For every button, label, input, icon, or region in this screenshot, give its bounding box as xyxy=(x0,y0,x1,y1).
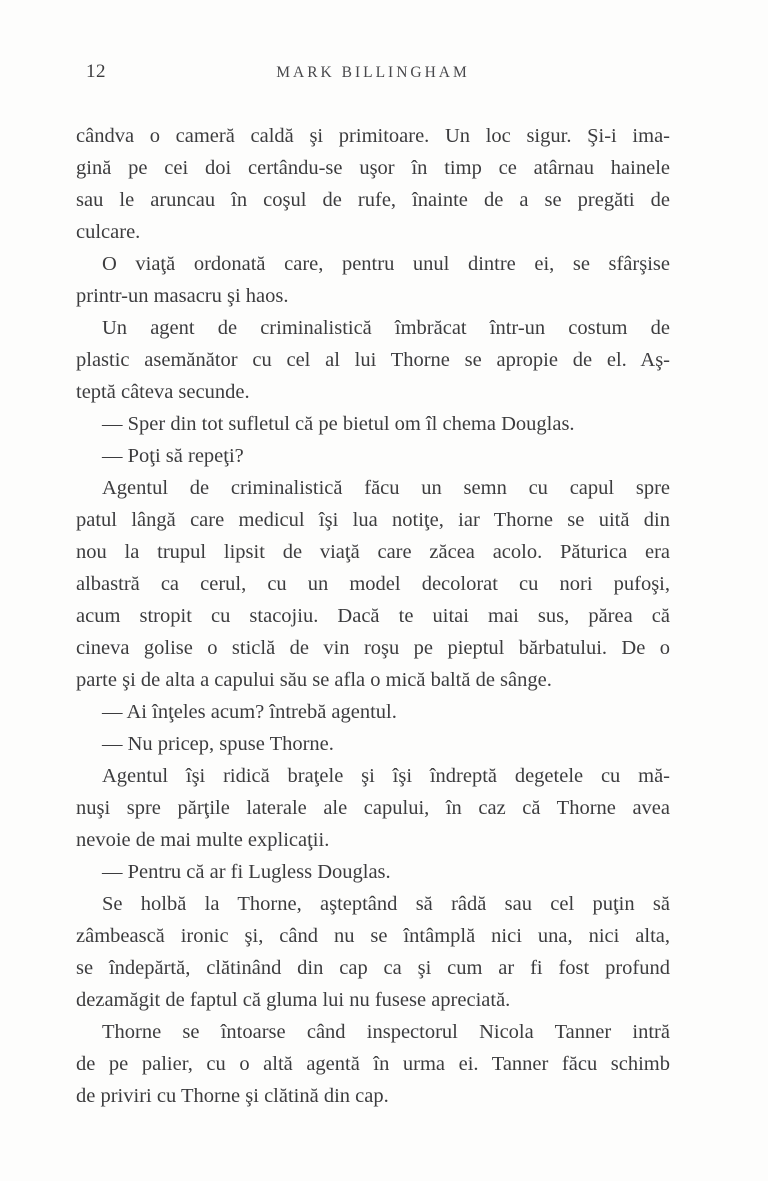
text-line: — Ai înţeles acum? întrebă agentul. xyxy=(102,701,397,723)
page-number: 12 xyxy=(86,61,106,82)
text-line: culcare. xyxy=(76,221,141,243)
text-line: — Pentru că ar fi Lugless Douglas. xyxy=(102,861,391,883)
dialogue-paragraph xyxy=(76,856,670,888)
text-line: teptă câteva secunde. xyxy=(76,381,250,403)
paragraph xyxy=(76,312,670,408)
text-line: zâmbească ironic şi, când nu se întâmplă nici una, nici alta, xyxy=(76,925,670,947)
page-header xyxy=(76,61,670,87)
text-line: Agentul de criminalistică făcu un semn cu capul spre xyxy=(102,477,670,499)
text-line: — Poţi să repeţi? xyxy=(102,445,244,467)
paragraph xyxy=(76,888,670,1016)
text-line: albastră ca cerul, cu un model decolorat cu nori pufoşi, xyxy=(76,573,670,595)
text-line: nuşi spre părţile laterale ale capului, în caz că Thorne avea xyxy=(76,797,670,819)
text-line: nevoie de mai multe explicaţii. xyxy=(76,829,330,851)
text-line: acum stropit cu stacojiu. Dacă te uitai mai sus, părea că xyxy=(76,605,670,627)
text-line: — Sper din tot sufletul că pe bietul om îl chema Douglas. xyxy=(102,413,575,435)
dialogue-paragraph xyxy=(76,440,670,472)
dialogue-paragraph xyxy=(76,408,670,440)
paragraph xyxy=(76,120,670,248)
text-line: printr-un masacru şi haos. xyxy=(76,285,289,307)
running-title: MARK BILLINGHAM xyxy=(276,64,470,81)
text-line: Se holbă la Thorne, aşteptând să râdă sau cel puţin să xyxy=(102,893,670,915)
text-line: sau le aruncau în coşul de rufe, înainte de a se pregăti de xyxy=(76,189,670,211)
text-line: de pe palier, cu o altă agentă în urma ei. Tanner făcu schimb xyxy=(76,1053,670,1075)
paragraph xyxy=(76,760,670,856)
text-line: — Nu pricep, spuse Thorne. xyxy=(102,733,334,755)
text-line: cândva o cameră caldă şi primitoare. Un loc sigur. Şi-i ima- xyxy=(76,125,670,147)
dialogue-paragraph xyxy=(76,728,670,760)
text-line: plastic asemănător cu cel al lui Thorne se apropie de el. Aş- xyxy=(76,349,670,371)
text-line: parte şi de alta a capului său se afla o mică baltă de sânge. xyxy=(76,669,552,691)
text-line: Agentul îşi ridică braţele şi îşi îndreptă degetele cu mă- xyxy=(102,765,670,787)
text-line: O viaţă ordonată care, pentru unul dintre ei, se sfârşise xyxy=(102,253,670,275)
text-line: dezamăgit de faptul că gluma lui nu fusese apreciată. xyxy=(76,989,511,1011)
paragraph xyxy=(76,472,670,696)
text-line: gină pe cei doi certându-se uşor în timp ce atârnau hainele xyxy=(76,157,670,179)
text-line: Thorne se întoarse când inspectorul Nicola Tanner intră xyxy=(102,1021,670,1043)
dialogue-paragraph xyxy=(76,696,670,728)
body-text xyxy=(76,120,670,1112)
text-line: se îndepărtă, clătinând din cap ca şi cum ar fi fost profund xyxy=(76,957,670,979)
text-line: cineva golise o sticlă de vin roşu pe pieptul bărbatului. De o xyxy=(76,637,670,659)
text-line: de priviri cu Thorne şi clătină din cap. xyxy=(76,1085,389,1107)
text-line: Un agent de criminalistică îmbrăcat într-un costum de xyxy=(102,317,670,339)
text-line: nou la trupul lipsit de viaţă care zăcea acolo. Păturica era xyxy=(76,541,670,563)
paragraph xyxy=(76,248,670,312)
text-line: patul lângă care medicul îşi lua notiţe, iar Thorne se uită din xyxy=(76,509,670,531)
paragraph xyxy=(76,1016,670,1112)
